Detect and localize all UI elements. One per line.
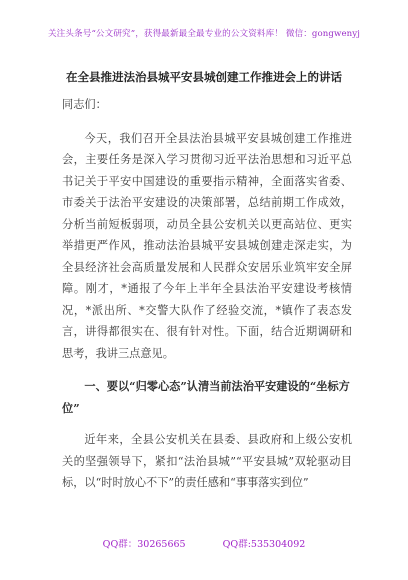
footer-qq-group-2: QQ群:535304092 [222, 539, 306, 550]
promo-banner: 关注头条号“公文研究”，获得最新最全最专业的公文资料库！ 微信：gongwenyj [47, 29, 361, 39]
footer-qq-group-1: QQ群：30265665 [102, 539, 186, 550]
salutation: 同志们： [62, 98, 107, 111]
paragraph-2: 近年来，全县公安机关在县委、县政府和上级公安机关的坚强领导下，紧扣“法治县城”“平安县城”双轮驱动目标，以“时时放心不下”的责任感和“事事落实到位” [62, 433, 352, 489]
section-heading-1: 一、要以“归零心态”认清当前法治平安建设的“坐标方位” [62, 379, 350, 415]
document-body [62, 94, 352, 494]
footer-contact [0, 536, 408, 550]
paragraph-1: 今天，我们召开全县法治县城平安县城创建工作推进会，主要任务是深入学习贯彻习近平法治思想和习近平总书记关于平安中国建设的重要指示精神，全面落实省委、市委关于法治平安建设的决策部署，总结前期工作成效，分析当前短板弱项，动员全县公安机关以更高站位、更实举措更严作风，推动法治县城平安县城创建走深走实，为全县经济社会高质量发展和人民群众安居乐业筑牢安全屏障。刚才，*通报了今年上半年全县法治平安建设考核情况，*派出所、*交警大队作了经验交流，*镇作了表态发言，讲得都很实在、很有针对性。下面，结合近期调研和思考，我讲三点意见。 [62, 131, 352, 360]
document-title: 在全县推进法治县城平安县城创建工作推进会上的讲话 [66, 70, 342, 84]
